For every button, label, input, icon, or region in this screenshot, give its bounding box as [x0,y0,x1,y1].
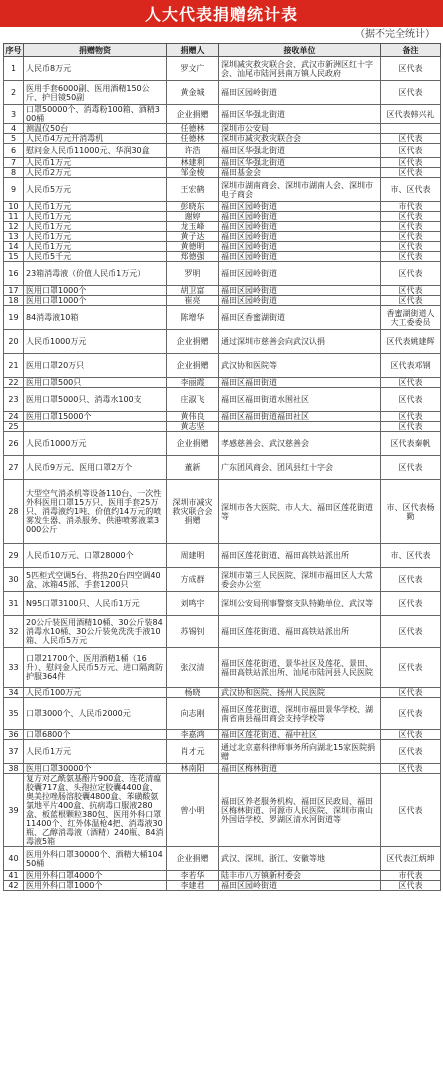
header-item: 捐赠物资 [24,44,167,57]
donor-name: 企业捐赠 [167,330,219,354]
remark: 区代表 [381,81,441,105]
remark: 区代表 [381,568,441,592]
remark: 区代表 [381,616,441,648]
table-row [4,242,441,252]
row-index: 40 [4,847,24,871]
row-index: 13 [4,232,24,242]
donor-name: 许浩 [167,144,219,158]
row-index: 35 [4,698,24,730]
recipient-unit: 福田区梅林街道 [219,764,381,774]
donor-name: 庄淑飞 [167,388,219,412]
donation-item: 人民币1万元 [24,232,167,242]
recipient-unit: 深圳减灾救灾联合会、武汉市新洲区红十字会、汕尾市陆河县南万镇人民政府 [219,57,381,81]
remark: 区代表江炳坤 [381,847,441,871]
table-row [4,134,441,144]
donor-name: 谢婷 [167,212,219,222]
remark: 区代表 [381,774,441,847]
row-index: 32 [4,616,24,648]
donor-name: 任德林 [167,134,219,144]
remark: 区代表 [381,698,441,730]
remark: 区代表 [381,296,441,306]
donation-item: 口罩6800个 [24,730,167,740]
remark: 区代表 [381,592,441,616]
remark: 区代表 [381,881,441,891]
donor-name: 罗明 [167,262,219,286]
table-row [4,616,441,648]
header-remark: 备注 [381,44,441,57]
donor-name: 黄子达 [167,232,219,242]
recipient-unit: 福田区园岭街道 [219,212,381,222]
donor-name: 向志刚 [167,698,219,730]
table-row [4,688,441,698]
donor-name: 黄志坚 [167,422,219,432]
table-row [4,412,441,422]
donation-item: 人民币8万元 [24,57,167,81]
table-row [4,212,441,222]
donation-item: 人民币1万元 [24,242,167,252]
remark: 市、区代表杨勤 [381,480,441,544]
header-row [4,44,441,57]
donor-name: 李丽霞 [167,378,219,388]
donation-item: 慰问金人民币11000元、华润30盒 [24,144,167,158]
donation-item: N95口罩3100只、人民币1万元 [24,592,167,616]
donor-name: 曾小明 [167,774,219,847]
recipient-unit: 福田区莲花街道、福中社区 [219,730,381,740]
remark: 区代表 [381,134,441,144]
recipient-unit: 福田区华强北街道 [219,105,381,124]
donor-name: 企业捐赠 [167,354,219,378]
recipient-unit: 福田区园岭街道 [219,232,381,242]
table-row [4,252,441,262]
remark: 区代表 [381,252,441,262]
recipient-unit: 陆丰市八万镇新村委会 [219,871,381,881]
donation-item: 人民币1000万元 [24,330,167,354]
row-index: 26 [4,432,24,456]
remark [381,124,441,134]
recipient-unit: 福田区园岭街道 [219,81,381,105]
remark: 市、区代表 [381,544,441,568]
table-row [4,81,441,105]
recipient-unit: 福田区莲花街道、福田高铁站派出所 [219,616,381,648]
page-title-banner [0,0,443,27]
recipient-unit: 福田区福田街道福田社区 [219,412,381,422]
recipient-unit [219,422,381,432]
remark: 区代表 [381,648,441,688]
donation-item: 医用口罩15000个 [24,412,167,422]
donor-name: 企业捐赠 [167,847,219,871]
donation-item: 人民币1万元 [24,158,167,168]
row-index: 39 [4,774,24,847]
donor-name: 李嘉鸿 [167,730,219,740]
row-index: 34 [4,688,24,698]
recipient-unit: 福田区香蜜湖街道 [219,306,381,330]
remark: 区代表 [381,286,441,296]
table-row [4,764,441,774]
row-index: 15 [4,252,24,262]
header-donor: 捐赠人 [167,44,219,57]
remark: 区代表 [381,730,441,740]
donation-item: 口罩50000个、消毒粉100箱、酒精300桶 [24,105,167,124]
donation-item: 人民币1万元 [24,740,167,764]
row-index: 30 [4,568,24,592]
donation-item: 人民币5千元 [24,252,167,262]
donation-item: 20公斤装医用酒精10桶、30公斤装84消毒水10桶、30公斤装免洗洗手液10箱、人民币5万元 [24,616,167,648]
recipient-unit: 福田区园岭街道 [219,881,381,891]
donor-name: 龙玉峰 [167,222,219,232]
donation-item: 复方对乙酰氨基酚片900盒、连花清瘟胶囊717盒、头孢拉定胶囊4400盒、奥美拉唑肠溶胶囊4800盒、苯磺酸氨氯地平片400盒、抗病毒口服液280盒、板蓝根颗粒380包、医用外科口罩11400个、红外体温枪4把、消毒液30瓶、乙醇消毒液（酒精）240瓶、84消毒液5箱 [24,774,167,847]
row-index: 3 [4,105,24,124]
donor-name: 董新 [167,456,219,480]
row-index: 14 [4,242,24,252]
row-index: 17 [4,286,24,296]
donation-item: 人民币5万元 [24,178,167,202]
remark: 区代表 [381,688,441,698]
table-row [4,378,441,388]
donation-item: 大型空气消杀机等设备110台、一次性外科医用口罩15万只、医用手套25万只、消毒液约1吨、价值约14万元的喷雾发生器、消杀服务、供港喷雾液菜3000公斤 [24,480,167,544]
recipient-unit: 福田区福田街道水围社区 [219,388,381,412]
donor-name: 王宏鹤 [167,178,219,202]
table-row [4,158,441,168]
table-row [4,354,441,378]
donor-name: 企业捐赠 [167,432,219,456]
row-index: 11 [4,212,24,222]
donation-item: 人民币4万元开消毒机 [24,134,167,144]
remark: 区代表 [381,456,441,480]
row-index: 42 [4,881,24,891]
donor-name: 深圳市减灾救灾联合会捐赠 [167,480,219,544]
recipient-unit: 深圳公安局刑事警察支队特勤单位、武汉等 [219,592,381,616]
donation-item: 医用口罩30000个 [24,764,167,774]
recipient-unit: 福田区华强北街道 [219,144,381,158]
remark: 香蜜湖街道人大工委委员 [381,306,441,330]
recipient-unit: 福田区园岭街道 [219,296,381,306]
table-row [4,648,441,688]
table-row [4,432,441,456]
row-index: 9 [4,178,24,202]
table-row [4,568,441,592]
recipient-unit: 广东团风商会、团风县红十字会 [219,456,381,480]
row-index: 20 [4,330,24,354]
donor-name: 胡卫富 [167,286,219,296]
table-row [4,286,441,296]
remark: 区代表 [381,378,441,388]
recipient-unit: 福田基金会 [219,168,381,178]
row-index: 10 [4,202,24,212]
remark: 区代表 [381,412,441,422]
donor-name: 周建明 [167,544,219,568]
row-index: 36 [4,730,24,740]
donor-name: 彭晓东 [167,202,219,212]
donor-name: 邹金棱 [167,168,219,178]
donor-name: 肖才元 [167,740,219,764]
donation-item: 医用口罩5000只、消毒水100支 [24,388,167,412]
recipient-unit: 武汉协和医院等 [219,354,381,378]
recipient-unit: 福田区园岭街道 [219,202,381,212]
remark: 区代表 [381,222,441,232]
row-index: 21 [4,354,24,378]
donation-item: 人民币9万元、医用口罩2万个 [24,456,167,480]
row-index: 38 [4,764,24,774]
table-row [4,480,441,544]
row-index: 8 [4,168,24,178]
donation-item: 医用外科口罩30000个、酒精大桶10450桶 [24,847,167,871]
table-row [4,262,441,286]
table-row [4,222,441,232]
donation-table [3,43,441,891]
recipient-unit: 通过深圳市慈善会向武汉认捐 [219,330,381,354]
row-index: 28 [4,480,24,544]
remark: 区代表 [381,242,441,252]
row-index: 27 [4,456,24,480]
remark: 市代表 [381,871,441,881]
donation-item: 人民币2万元 [24,168,167,178]
donation-item [24,422,167,432]
donor-name: 郑德强 [167,252,219,262]
table-row [4,232,441,242]
table-row [4,57,441,81]
table-row [4,144,441,158]
donor-name: 方成群 [167,568,219,592]
table-row [4,871,441,881]
row-index: 12 [4,222,24,232]
table-row [4,168,441,178]
remark: 区代表秦帆 [381,432,441,456]
remark: 区代表姚建辉 [381,330,441,354]
remark: 市、区代表 [381,178,441,202]
incomplete-stats-note: （据不完全统计） [355,29,435,40]
remark: 区代表邓钢 [381,354,441,378]
table-row [4,544,441,568]
remark: 区代表 [381,57,441,81]
donation-item: 5匹柜式空调5台、将热20台四空调40盒、冰箱45部、手套1200只 [24,568,167,592]
recipient-unit: 武汉、深圳、浙江、安徽等地 [219,847,381,871]
table-row [4,592,441,616]
table-body [4,57,441,891]
recipient-unit: 福田区莲花街道、景华社区及莲花、景田、福田高铁站派出所、汕尾市陆河县人民医院 [219,648,381,688]
remark: 区代表 [381,422,441,432]
remark: 区代表 [381,262,441,286]
table-row [4,422,441,432]
recipient-unit: 福田区园岭街道 [219,252,381,262]
table-row [4,202,441,212]
remark: 区代表 [381,168,441,178]
donation-item: 口罩3000个、人民币2000元 [24,698,167,730]
donor-name: 杨晓 [167,688,219,698]
donor-name: 张汉清 [167,648,219,688]
recipient-unit: 福田区福田街道 [219,378,381,388]
donation-item: 医用口罩1000个 [24,296,167,306]
remark: 区代表 [381,212,441,222]
recipient-unit: 通过北京嘉科律师事务所向湖北15家医院捐赠 [219,740,381,764]
recipient-unit: 深圳市减灾救灾联合会 [219,134,381,144]
donor-name: 黄伟良 [167,412,219,422]
donation-item: 人民币1000万元 [24,432,167,456]
donation-item: 人民币1万元 [24,212,167,222]
donation-item: 医用手套6000副、医用酒精150公斤、护目镜50副 [24,81,167,105]
row-index: 7 [4,158,24,168]
row-index: 24 [4,412,24,422]
remark: 区代表 [381,764,441,774]
table-row [4,847,441,871]
donation-item: 医用外科口罩4000个 [24,871,167,881]
row-index: 6 [4,144,24,158]
recipient-unit: 福田区园岭街道 [219,222,381,232]
row-index: 22 [4,378,24,388]
donation-item: 人民币100万元 [24,688,167,698]
table-row [4,456,441,480]
table-row [4,296,441,306]
donor-name: 林建利 [167,158,219,168]
donor-name: 崔亮 [167,296,219,306]
donor-name: 林南阳 [167,764,219,774]
table-row [4,774,441,847]
row-index: 1 [4,57,24,81]
donor-name: 企业捐赠 [167,105,219,124]
recipient-unit: 福田区养老服务机构、福田区民政局、福田区梅林街道、河源市人民医院、深圳市南山外国语学校、罗湖区清水河街道等 [219,774,381,847]
row-index: 2 [4,81,24,105]
recipient-unit: 福田区莲花街道、福田高铁站派出所 [219,544,381,568]
remark: 区代表 [381,232,441,242]
donor-name: 黄金城 [167,81,219,105]
remark: 区代表 [381,158,441,168]
row-index: 18 [4,296,24,306]
table-row [4,330,441,354]
donation-item: 人民币10万元、口罩28000个 [24,544,167,568]
page-title: 人大代表捐赠统计表 [144,5,298,24]
recipient-unit: 深圳市公安局 [219,124,381,134]
donor-name: 苏锡钊 [167,616,219,648]
row-index: 33 [4,648,24,688]
donor-name: 任德林 [167,124,219,134]
table-row [4,124,441,134]
donor-name: 刘鸣宇 [167,592,219,616]
table-row [4,306,441,330]
recipient-unit: 深圳市各大医院、市人大、福田区莲花街道等 [219,480,381,544]
donation-item: 人民币1万元 [24,222,167,232]
recipient-unit: 福田区园岭街道 [219,242,381,252]
remark: 区代表 [381,144,441,158]
table-row [4,730,441,740]
donor-name: 李建君 [167,881,219,891]
donor-name: 陈增华 [167,306,219,330]
row-index: 37 [4,740,24,764]
row-index: 19 [4,306,24,330]
table-row [4,105,441,124]
remark: 区代表 [381,388,441,412]
recipient-unit: 深圳市第三人民医院、深圳市福田区人大常委会办公室 [219,568,381,592]
table-row [4,178,441,202]
donation-item: 医用口罩20万只 [24,354,167,378]
recipient-unit: 深圳市湖南商会、深圳市湖南人会、深圳市电子商会 [219,178,381,202]
donation-item: 口罩21700个、医用酒精1桶（16升）、慰问金人民币5万元、进口隔离防护服364件 [24,648,167,688]
table-row [4,388,441,412]
row-index: 29 [4,544,24,568]
donation-item: 医用外科口罩1000个 [24,881,167,891]
recipient-unit: 福田区园岭街道 [219,286,381,296]
row-index: 31 [4,592,24,616]
row-index: 16 [4,262,24,286]
header-index: 序号 [5,45,22,55]
remark: 区代表韩兴礼 [381,105,441,124]
remark: 区代表 [381,740,441,764]
recipient-unit: 福田区莲花街道、深圳市福田景华学校、湖南省南县福田商会支持学校等 [219,698,381,730]
header-recipient: 接收单位 [219,44,381,57]
recipient-unit: 孝感慈善会、武汉慈善会 [219,432,381,456]
row-index: 41 [4,871,24,881]
recipient-unit: 福田区园岭街道 [219,262,381,286]
table-row [4,740,441,764]
row-index: 25 [4,422,24,432]
recipient-unit: 福田区华强北街道 [219,158,381,168]
donation-item: 人民币1万元 [24,202,167,212]
recipient-unit: 武汉协和医院、扬州人民医院 [219,688,381,698]
donor-name: 黄德明 [167,242,219,252]
donation-item: 医用口罩500只 [24,378,167,388]
table-row [4,881,441,891]
donation-item: 医用口罩1000个 [24,286,167,296]
row-index: 4 [4,124,24,134]
donation-item: 测温仪50台 [24,124,167,134]
row-index: 5 [4,134,24,144]
remark: 市代表 [381,202,441,212]
table-row [4,698,441,730]
donation-item: 23箱消毒液（价值人民币1万元） [24,262,167,286]
donation-item: 84消毒液10箱 [24,306,167,330]
donor-name: 罗文广 [167,57,219,81]
row-index: 23 [4,388,24,412]
donor-name: 李若华 [167,871,219,881]
